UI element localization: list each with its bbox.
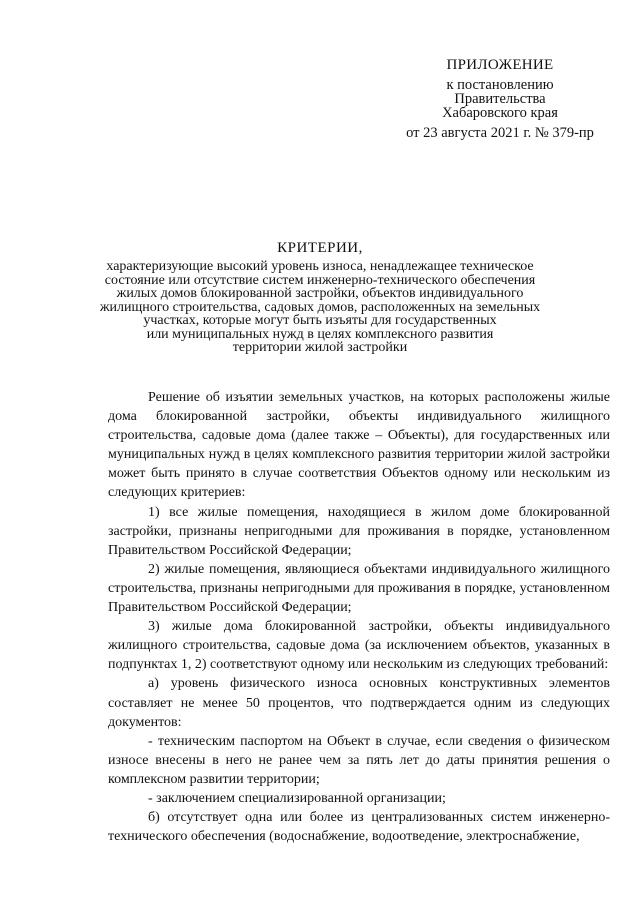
paragraph-item-2: 2) жилые помещения, являющиеся объектами индивидуального жилищного строительства, признаны непригодными для проживания в порядке, установленном Правительством Российской Федерации; <box>108 561 610 616</box>
subtitle-line: территории жилой застройки <box>232 340 408 355</box>
paragraph-intro: Решение об изъятии земельных участков, на которых расположены жилые дома блокированной застройки, объекты индивидуального жилищного строительства, садовые дома (далее также – Объекты), для государственных или муниципальных нужд в целях комплексного развития территории жилой застройки может быть принято в случае соответствия Объектов одному или нескольким из следующих критериев: <box>108 390 610 501</box>
subtitle-line: участках, которые могут быть изъяты для государственных <box>143 313 497 328</box>
appendix-heading: ПРИЛОЖЕНИЕ <box>446 57 554 73</box>
paragraph-subitem-a: а) уровень физического износа основных конструктивных элементов составляет не менее 50 процентов, что подтверждается одним из следующих документов: <box>108 676 610 730</box>
criteria-subtitle <box>90 260 550 355</box>
criteria-title-block <box>90 240 550 355</box>
subtitle-line: или муниципальных нужд в целях комплексного развития <box>146 326 494 342</box>
paragraph-bullet-passport: - техническим паспортом на Объект в случае, если сведения о физическом износе внесены в него не ранее чем за пять лет до даты принятия решения о комплексном развитии территории; <box>108 733 610 787</box>
paragraph-item-3: 3) жилые дома блокированной застройки, объекты индивидуального жилищного строительства, садовые дома (за исключением объектов, указанных в подпунктах 1, 2) соответствуют одному или нескольким из следующих требований: <box>108 619 610 673</box>
paragraph-subitem-b: б) отсутствует одна или более из централизованных систем инженерно-технического обеспечения (водоснабжение, водоотведение, электроснабжение, <box>108 810 610 845</box>
appendix-date: от 23 августа 2021 г. № 379-пр <box>406 125 594 141</box>
subtitle-line: состояние или отсутствие систем инженерно-технического обеспечения <box>104 272 536 288</box>
criteria-title: КРИТЕРИИ, <box>277 240 363 256</box>
appendix-line-1: к постановлению <box>446 77 554 93</box>
subtitle-line: характеризующие высокий уровень износа, ненадлежащее техническое <box>106 259 534 274</box>
appendix-line-3: Хабаровского края <box>442 105 558 121</box>
appendix-line-2: Правительства <box>454 91 546 107</box>
document-body <box>108 388 610 846</box>
subtitle-line: жилых домов блокированной застройки, объектов индивидуального <box>116 286 524 301</box>
paragraph-bullet-conclusion: - заключением специализированной организации; <box>148 790 446 806</box>
paragraph-item-1: 1) все жилые помещения, находящиеся в жилом доме блокированной застройки, признаны непригодными для проживания в порядке, установленном Правительством Российской Федерации; <box>108 504 610 558</box>
subtitle-line: жилищного строительства, садовых домов, расположенных на земельных <box>99 299 541 315</box>
appendix-block <box>380 58 620 140</box>
